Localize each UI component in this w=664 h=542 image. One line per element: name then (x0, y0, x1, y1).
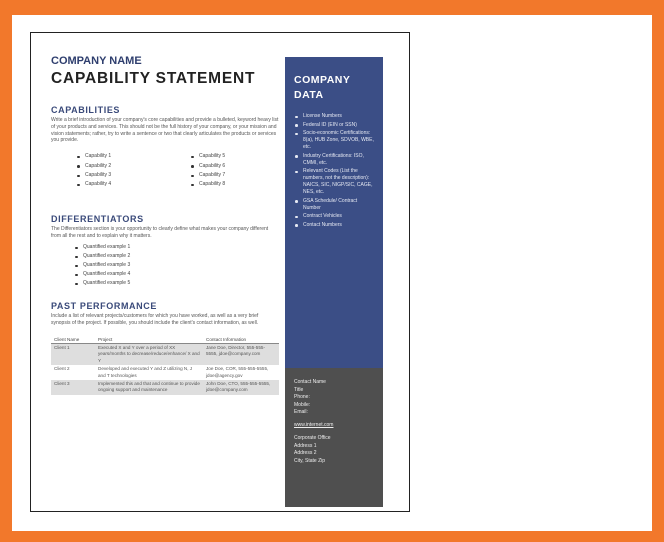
capabilities-column-right (165, 152, 279, 190)
address-line-1: Address 1 (294, 442, 317, 449)
company-data-item: Relevant Codes (List the numbers, not the description): NAICS, SIC, NIGP/SIC, CAGE, NES, etc. (294, 168, 374, 196)
column-header-client: Client Name (51, 336, 95, 344)
project-cell: Developed and executed Y and Z utilizing N, J and T technologies (98, 366, 193, 378)
sidebar-heading-line1: COMPANY (294, 74, 351, 86)
client-cell: Client 3 (51, 380, 95, 395)
capabilities-column-left (51, 152, 165, 190)
contact-cell: John Doe, CTO, 555-555-5555, jdoe@company.com (203, 380, 279, 395)
contact-panel (285, 368, 383, 507)
website-link[interactable]: www.internet.com (294, 421, 334, 428)
canvas (12, 15, 652, 531)
capability-item: Capability 3 (77, 171, 165, 180)
company-data-item: GSA Schedule/ Contract Number (294, 198, 374, 212)
differentiator-item: Quantified example 2 (75, 252, 279, 261)
company-name: COMPANY NAME (51, 55, 142, 67)
table-header-row (51, 336, 279, 344)
past-performance-heading: PAST PERFORMANCE (51, 301, 157, 312)
company-data-item: License Numbers (294, 113, 374, 120)
client-cell: Client 1 (51, 344, 95, 366)
past-performance-intro: Include a list of relevant projects/customers for which you have worked, as well as a very brief synopsis of the project. If possible, you should include the client's contact information, as well. (51, 313, 259, 327)
sidebar-heading-line2: DATA (294, 89, 324, 101)
capability-item: Capability 2 (77, 162, 165, 171)
address-line-2: Address 2 (294, 450, 317, 456)
column-header-project: Project (95, 336, 203, 344)
contact-cell: Joe Doe, COR, 555-555-5555, jdoe@agency.gov (206, 366, 269, 378)
capability-item: Capability 8 (191, 180, 279, 189)
company-data-list (294, 113, 374, 229)
differentiator-item: Quantified example 3 (75, 261, 279, 270)
differentiator-item: Quantified example 4 (75, 270, 279, 279)
project-cell: Implemented this and that and continue to provide ongoing support and maintenance (95, 380, 203, 395)
differentiators-list (51, 243, 279, 288)
city-state-zip: City, State Zip (294, 457, 326, 464)
column-header-contact: Contact Information (203, 336, 279, 344)
capability-item: Capability 4 (77, 180, 165, 189)
table-row (51, 344, 279, 366)
capabilities-list (51, 152, 279, 190)
main-column (51, 45, 279, 395)
contact-cell: Jane Doe, Director, 555-555-5555, jdoe@company.com (203, 344, 279, 366)
capability-item: Capability 5 (191, 152, 279, 161)
differentiators-intro: The Differentiators section is your opportunity to clearly define what makes your company different from all the rest and to explain why it matters. (51, 225, 269, 239)
company-data-sidebar (285, 57, 383, 507)
contact-name: Contact Name (294, 379, 326, 385)
past-performance-table (51, 336, 279, 395)
table-row (51, 380, 279, 395)
company-data-item: Contact Numbers (294, 222, 374, 229)
capabilities-intro: Write a brief introduction of your company's core capabilities and provide a bulleted, keyword heavy list of your products and services. This should not be the full history of your company, or your mission and vision statements; rather, try to write a sentence or two that clearly articulates the products or services you provide. (51, 117, 279, 144)
capability-item: Capability 1 (77, 152, 165, 161)
capabilities-heading: CAPABILITIES (51, 105, 121, 115)
differentiator-item: Quantified example 5 (75, 279, 279, 288)
contact-email: Email: (294, 409, 308, 415)
capability-item: Capability 7 (191, 171, 279, 180)
document-title: CAPABILITY STATEMENT (51, 70, 256, 87)
company-data-item: Socio-economic Certifications: 8(a), HUB Zone, SDVOB, WBE, etc. (294, 130, 374, 151)
capability-statement-document (30, 32, 410, 512)
company-data-item: Industry Certifications: ISO, CMMI, etc. (294, 153, 374, 167)
differentiators-heading: DIFFERENTIATORS (51, 213, 144, 224)
table-row (51, 365, 279, 380)
company-data-item: Federal ID (EIN or SSN) (294, 122, 374, 129)
company-data-item: Contract Vehicles (294, 213, 374, 220)
client-cell: Client 2 (54, 366, 70, 372)
differentiator-item: Quantified example 1 (75, 243, 279, 252)
corporate-office: Corporate Office (294, 435, 331, 441)
contact-title: Title (294, 386, 304, 393)
contact-phone: Phone: (294, 394, 310, 400)
contact-mobile: Mobile: (294, 401, 311, 408)
capability-item: Capability 6 (191, 162, 279, 171)
company-data-panel (285, 57, 383, 368)
project-cell: Executed X and Y over a period of XX years/months to decrease/reduce/enhance/ X and Y (95, 344, 203, 366)
